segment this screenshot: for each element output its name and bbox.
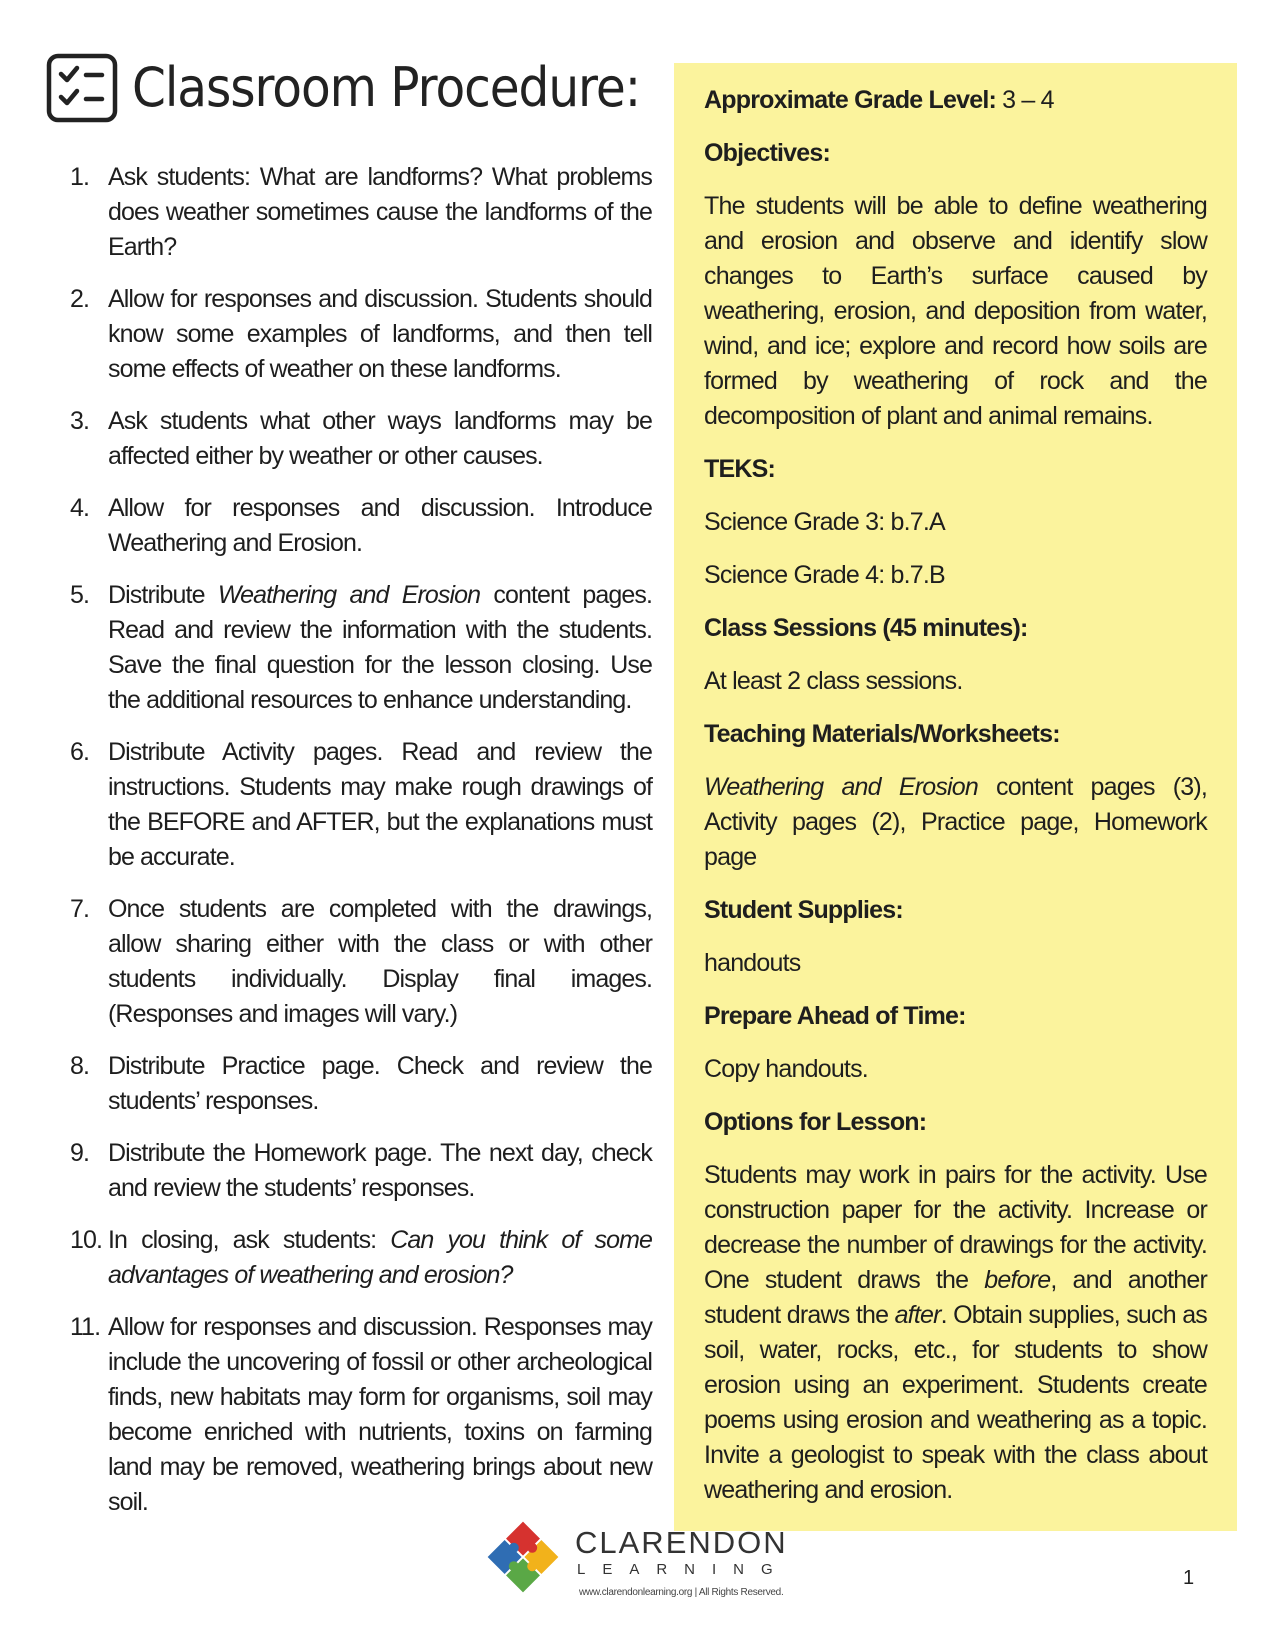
supplies-text: handouts	[704, 949, 801, 977]
step-text: Can you think of some advantages of weathering and erosion?	[108, 1226, 653, 1289]
step-text: Ask students what other ways landforms may be affected either by weather or other causes.	[108, 407, 652, 470]
step-number: 5.	[70, 581, 90, 609]
step-text: Ask students: What are landforms? What problems does weather sometimes cause the landforms of the Earth?	[108, 163, 652, 261]
teks-heading: TEKS:	[704, 455, 776, 483]
step-text: content pages. Read and review the information with the students. Save the final question for the lesson closing. Use the additional resources to enhance understanding.	[108, 581, 653, 714]
checklist-icon	[46, 53, 118, 123]
footer-branding	[483, 1517, 803, 1607]
step-number: 7.	[70, 895, 90, 923]
step-number: 11.	[70, 1313, 101, 1341]
options-after: after	[894, 1301, 941, 1329]
procedure-step	[70, 1049, 652, 1119]
grade-level-value: 3 – 4	[996, 86, 1054, 114]
prepare-heading: Prepare Ahead of Time:	[704, 1002, 966, 1030]
options-text	[704, 1158, 1207, 1508]
brand-name: CLARENDON	[575, 1525, 788, 1560]
step-number: 8.	[70, 1052, 90, 1080]
step-text: Once students are completed with the drawings, allow sharing either with the class or with other students individually. Display final images. (Responses and images will vary.)	[108, 895, 652, 1028]
procedure-step	[70, 1136, 652, 1206]
procedure-step	[70, 491, 652, 561]
step-text: Allow for responses and discussion. Introduce Weathering and Erosion.	[108, 494, 652, 557]
page-header	[46, 50, 646, 130]
grade-level	[704, 83, 1207, 118]
procedure-step	[70, 404, 652, 474]
lesson-info-panel	[674, 63, 1237, 1531]
supplies-heading: Student Supplies:	[704, 896, 903, 924]
options-text-a: Students may work in pairs for the activity. Use construction paper for the activity. Increase or decrease the number of drawings for the activity. One student draws the	[704, 1161, 1207, 1294]
step-text: Distribute	[108, 581, 218, 609]
options-text-c: . Obtain supplies, such as soil, water, rocks, etc., for students to show erosion using an experiment. Students create poems using erosion and weathering as a topic. Invite a geologist to speak with the class about weathering and erosion.	[704, 1301, 1207, 1504]
materials-italic: Weathering and Erosion	[704, 773, 978, 801]
class-sessions-text: At least 2 class sessions.	[704, 667, 963, 695]
teks-grade-3: Science Grade 3: b.7.A	[704, 508, 945, 536]
materials-heading: Teaching Materials/Worksheets:	[704, 720, 1060, 748]
step-number: 6.	[70, 738, 90, 766]
step-text: Distribute Practice page. Check and review the students’ responses.	[108, 1052, 652, 1115]
options-before: before	[984, 1266, 1051, 1294]
brand-subtitle: LEARNING	[577, 1561, 790, 1578]
page-number: 1	[1183, 1567, 1195, 1589]
objectives-text: The students will be able to define weathering and erosion and observe and identify slow changes to Earth’s surface caused by weathering, erosion, and deposition from water, wind, and ice; explore and record how soils are formed by weathering of rock and the decomposition of plant and animal remains.	[704, 192, 1207, 430]
procedure-step	[70, 1223, 652, 1293]
class-sessions-heading: Class Sessions (45 minutes):	[704, 614, 1028, 642]
objectives-heading: Objectives:	[704, 139, 830, 167]
step-number: 4.	[70, 494, 90, 522]
step-number: 3.	[70, 407, 90, 435]
page-title: Classroom Procedure:	[132, 56, 640, 119]
procedure-step	[70, 282, 652, 387]
prepare-text: Copy handouts.	[704, 1055, 868, 1083]
procedure-step	[70, 578, 652, 718]
procedure-step	[70, 160, 652, 265]
step-number: 1.	[70, 163, 90, 191]
puzzle-logo-icon	[483, 1517, 563, 1597]
options-text-b: , and another student draws the	[704, 1266, 1207, 1329]
step-number: 2.	[70, 285, 90, 313]
step-text: Distribute Activity pages. Read and review the instructions. Students may make rough drawings of the BEFORE and AFTER, but the explanations must be accurate.	[108, 738, 652, 871]
grade-level-label: Approximate Grade Level:	[704, 86, 997, 114]
options-heading: Options for Lesson:	[704, 1108, 927, 1136]
step-number: 9.	[70, 1139, 90, 1167]
step-text: Distribute the Homework page. The next day, check and review the students’ responses.	[108, 1139, 652, 1202]
step-text: In closing, ask students:	[108, 1226, 391, 1254]
procedure-step	[70, 1310, 652, 1520]
website-copyright: www.clarendonlearning.org | All Rights Reserved.	[579, 1587, 784, 1598]
teks-grade-4: Science Grade 4: b.7.B	[704, 561, 945, 589]
step-text: Allow for responses and discussion. Responses may include the uncovering of fossil or other archeological finds, new habitats may form for organisms, soil may become enriched with nutrients, toxins on farming land may be removed, weathering brings about new soil.	[108, 1313, 652, 1516]
procedure-step	[70, 735, 652, 875]
materials-rest: content pages (3), Activity pages (2), Practice page, Homework page	[704, 773, 1207, 871]
step-number: 10.	[70, 1226, 103, 1254]
materials-text	[704, 770, 1207, 875]
step-text: Allow for responses and discussion. Students should know some examples of landforms, and then tell some effects of weather on these landforms.	[108, 285, 652, 383]
procedure-step	[70, 892, 652, 1032]
procedure-list	[70, 160, 652, 1537]
step-text: Weathering and Erosion	[217, 581, 481, 609]
